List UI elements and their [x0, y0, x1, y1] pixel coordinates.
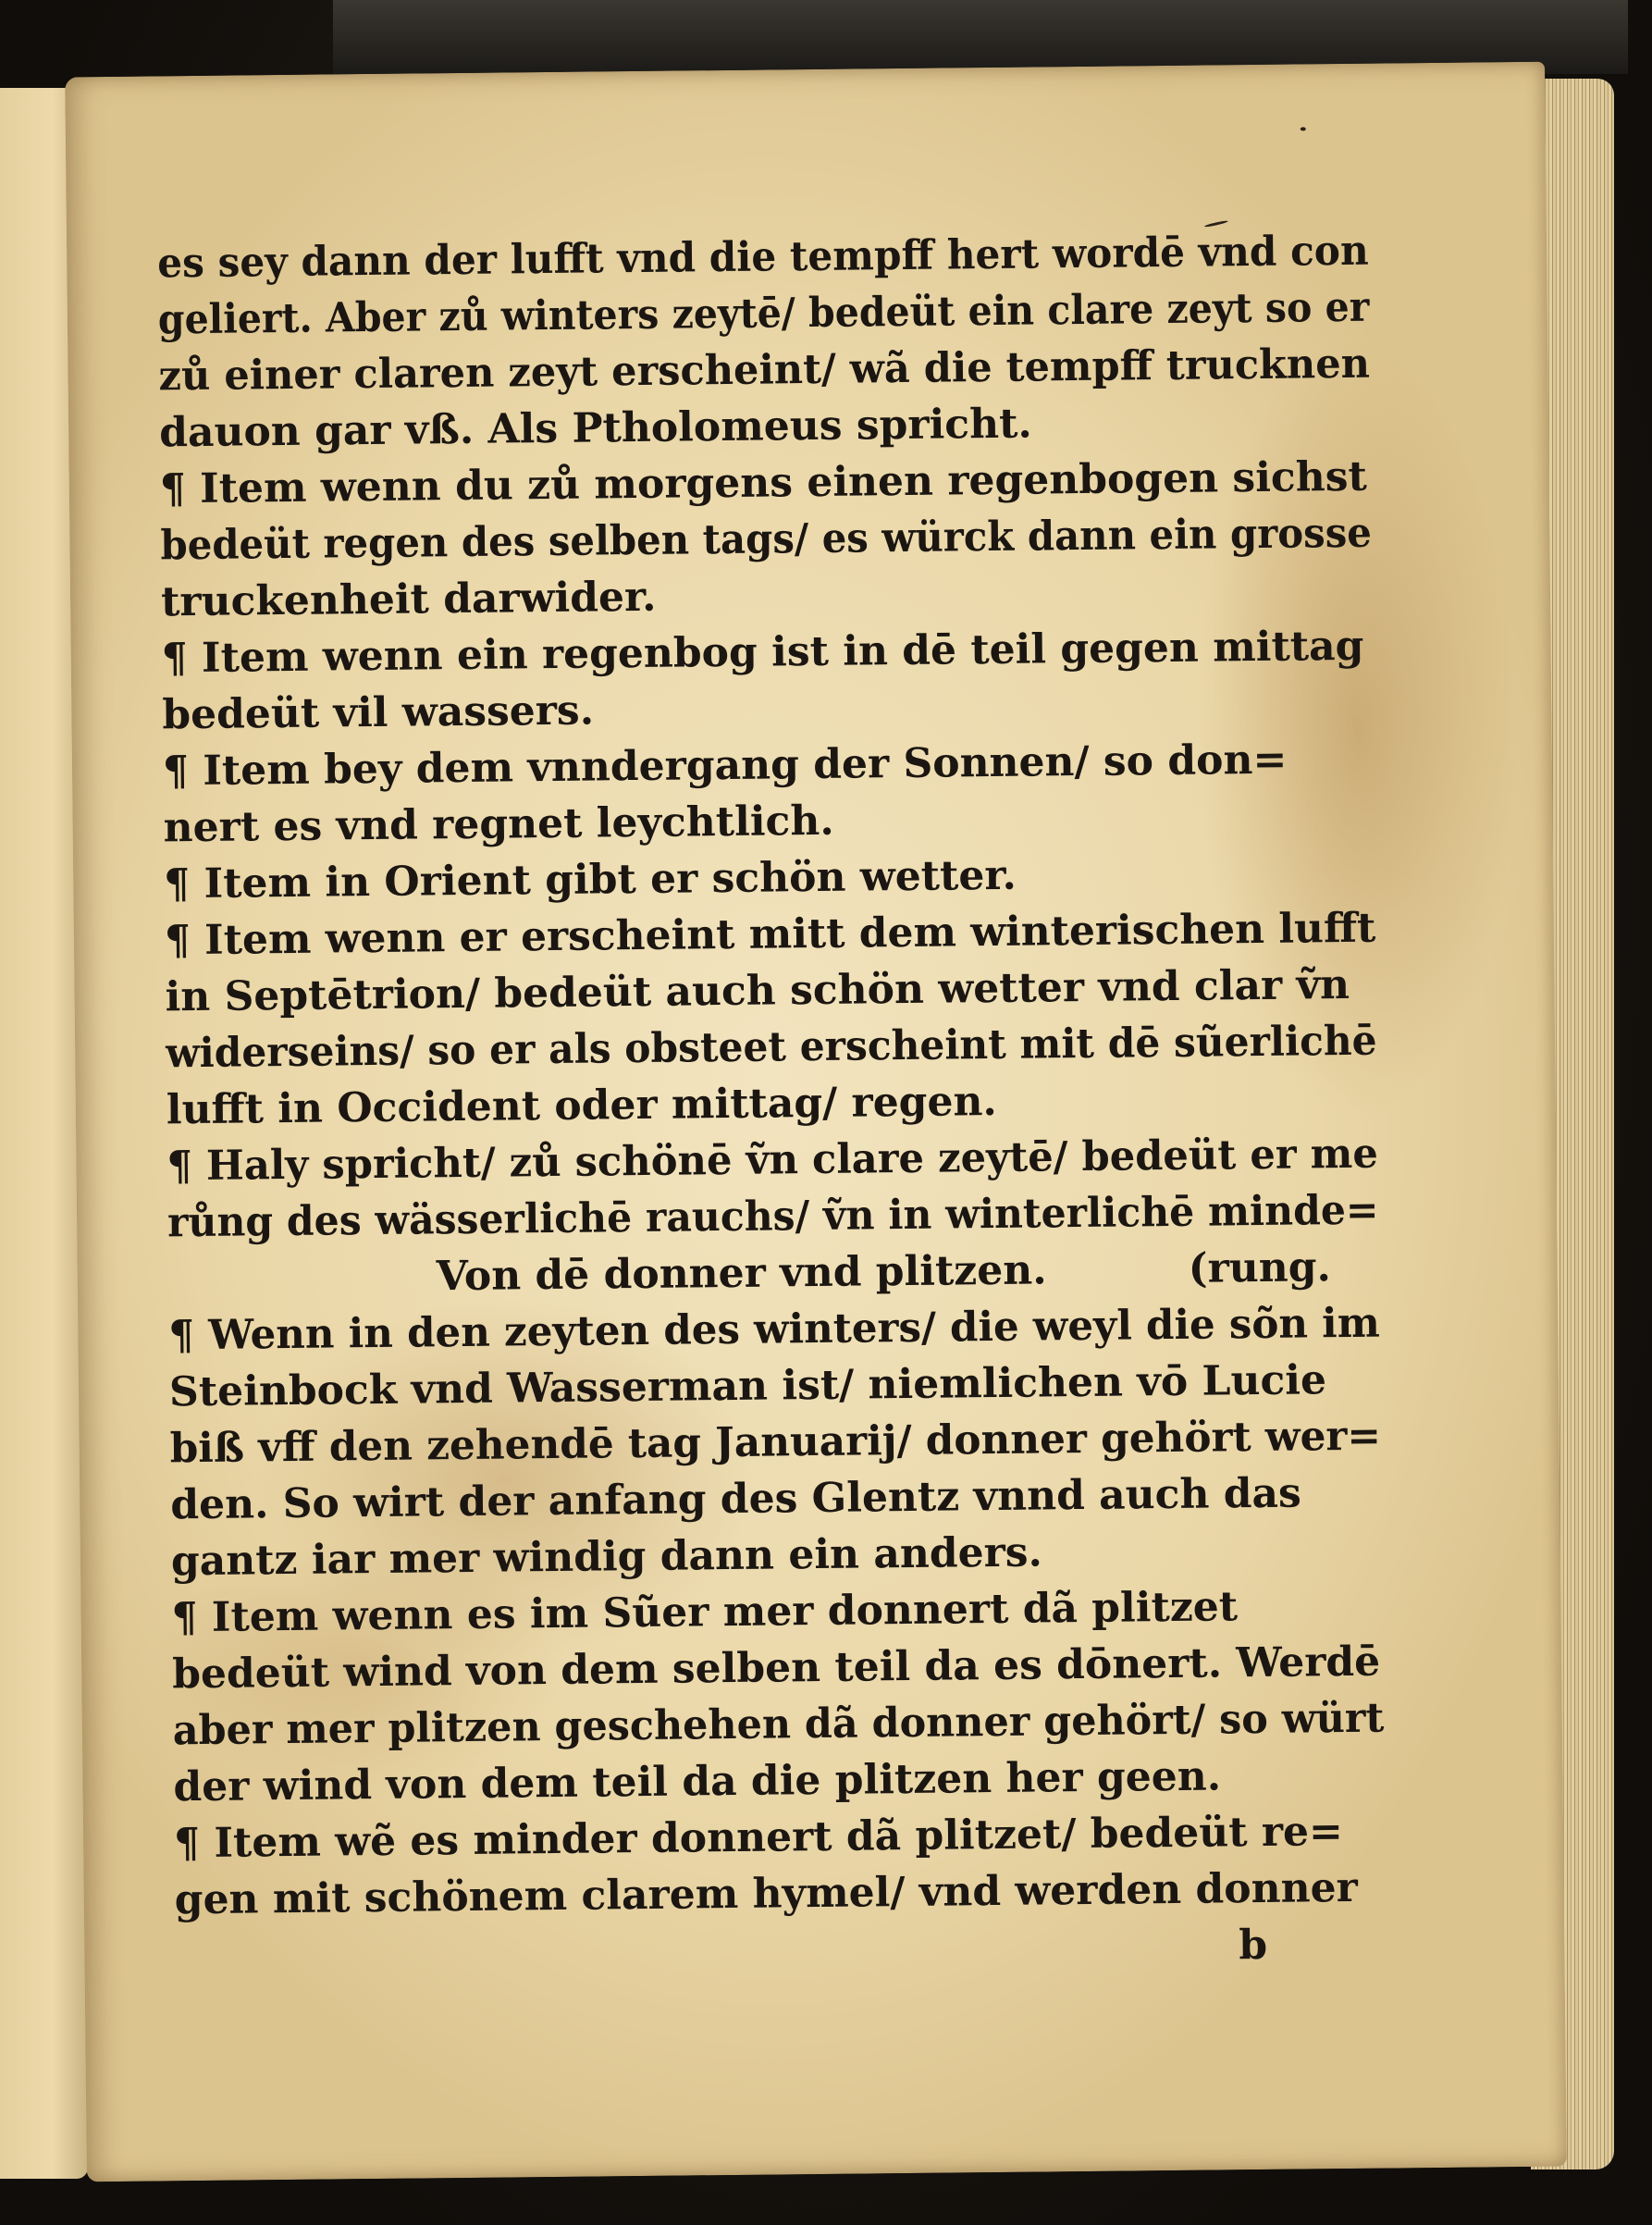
text-line: aber mer plitzen geschehen dã donner gehört/ so würt	[172, 1694, 1385, 1755]
text-line: lufft in Occident oder mittag/ regen.	[166, 1077, 998, 1134]
page-text	[157, 223, 1387, 1985]
ink-speck	[1301, 127, 1306, 130]
text-line: ¶ Item bey dem vnndergang der Sonnen/ so don=	[162, 735, 1288, 796]
text-line: es sey dann der lufft vnd die tempff hert wordē vnd con	[156, 227, 1369, 288]
text-line: ¶ Item wenn er erscheint mitt dem winterischen lufft	[164, 904, 1376, 965]
text-line: ¶ Item in Orient gibt er schön wetter.	[164, 851, 1017, 909]
text-line: bedeüt regen des selben tags/ es würck dann ein grosse	[160, 509, 1373, 570]
text-line: gen mit schönem clarem hymel/ vnd werden donner	[174, 1863, 1359, 1924]
text-line: ¶ Wenn in den zeyten des winters/ die weyl die sõn im	[168, 1299, 1381, 1360]
text-line: gantz iar mer windig dann ein anders.	[170, 1528, 1043, 1586]
text-line: bedeüt vil wassers.	[162, 686, 595, 739]
book-page	[65, 62, 1567, 2182]
signature-mark: b	[1239, 1921, 1268, 1970]
text-line: ¶ Item wenn du zů morgens einen regenbogen sichst	[159, 452, 1368, 513]
text-line: nert es vnd regnet leychtlich.	[163, 797, 834, 852]
text-line: truckenheit darwider.	[160, 573, 657, 626]
text-line: zů einer claren zeyt erscheint/ wã die tempff trucknen	[158, 340, 1371, 401]
text-line: Steinbock vnd Wasserman ist/ niemlichen vō Lucie	[168, 1356, 1327, 1416]
text-line: ¶ Haly spricht/ zů schönē ṽn clare zeytē/ bedeüt er me	[166, 1130, 1379, 1191]
section-heading: Von dē donner vnd plitzen. (rung.	[436, 1243, 1332, 1301]
text-line: in Septētrion/ bedeüt auch schön wetter vnd clar ṽn	[165, 960, 1350, 1021]
text-line: ¶ Item wenn ein regenbog ist in dē teil gegen mittag	[161, 622, 1364, 683]
text-line: den. So wirt der anfang des Glentz vnnd auch das	[170, 1469, 1302, 1529]
text-line: ¶ Item wenn es im Sũer mer donnert dã plitzet	[171, 1583, 1239, 1642]
text-line: geliert. Aber zů winters zeytē/ bedeüt ein clare zeyt so er	[157, 283, 1370, 344]
text-line: biß vff den zehendē tag Januarij/ donner gehört wer=	[169, 1412, 1382, 1473]
text-line: der wind von dem teil da die plitzen her geen.	[173, 1752, 1222, 1811]
text-line: dauon gar vß. Als Ptholomeus spricht.	[158, 400, 1032, 457]
text-line: ¶ Item wẽ es minder donnert dã plitzet/ bedeüt re=	[173, 1808, 1344, 1868]
text-line: bedeüt wind von dem selben teil da es dōnert. Werdē	[171, 1638, 1381, 1699]
text-line: růng des wässerlichē rauchs/ ṽn in winterlichē minde=	[166, 1186, 1379, 1247]
text-line: widerseins/ so er als obsteet erscheint mit dē sũerlichē	[165, 1017, 1377, 1078]
